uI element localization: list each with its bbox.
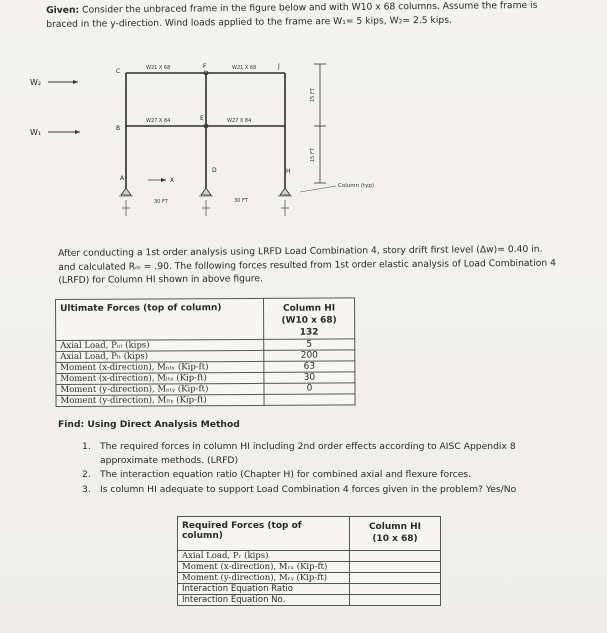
load-w2-label: W₂ bbox=[30, 78, 42, 87]
questions-list bbox=[82, 440, 552, 497]
frame-figure bbox=[20, 40, 380, 250]
given-label: Given: bbox=[46, 4, 80, 16]
column-hi-header bbox=[350, 517, 441, 551]
span-left-label: 30 FT bbox=[154, 199, 168, 205]
table-row bbox=[56, 394, 355, 407]
support-h-icon bbox=[280, 188, 290, 195]
row-value: 63 bbox=[264, 361, 355, 372]
column-hi-header-line2: (W10 x 68) bbox=[281, 315, 337, 326]
node-j-label: J bbox=[278, 63, 280, 70]
beam-label-ei: W27 X 84 bbox=[227, 118, 252, 124]
row-value: 0 bbox=[264, 383, 355, 394]
row-label: Axial Load, Pₙₜ (kips) bbox=[56, 339, 264, 351]
row-label: Moment (y-direction), Mₙₜᵧ (Kip-ft) bbox=[56, 383, 264, 395]
table-row bbox=[178, 562, 441, 573]
answer-cell[interactable] bbox=[350, 573, 441, 584]
table-row bbox=[56, 339, 355, 352]
row-label: Moment (y-direction), Mᵣᵧ (Kip-ft) bbox=[178, 573, 350, 584]
support-a-icon bbox=[121, 188, 131, 195]
row-label: Interaction Equation No. bbox=[178, 595, 350, 606]
row-value-empty bbox=[264, 394, 355, 405]
row-label: Moment (y-direction), Mₗₜᵧ (Kip-ft) bbox=[56, 394, 264, 406]
answer-cell[interactable] bbox=[350, 584, 441, 595]
height-upper-label: 15 FT bbox=[310, 88, 316, 102]
x-axis-label: X bbox=[170, 177, 175, 184]
analysis-text: After conducting a 1st order analysis using LRFD Load Combination 4, story drift first level (Δw)= 0.40 in. and calculated Rₘ = .90. The following forces resulted from 1st order elastic analysis of Load Combination 4 (LRFD) for Column HI shown in above figure. bbox=[58, 243, 556, 286]
load-w2-arrow-icon bbox=[73, 80, 78, 84]
answer-cell[interactable] bbox=[350, 595, 441, 606]
table-row bbox=[56, 383, 355, 396]
support-d-icon bbox=[201, 188, 211, 195]
row-value: 30 bbox=[264, 372, 355, 383]
answer-cell[interactable] bbox=[350, 551, 441, 562]
row-label: Moment (x-direction), Mₗₜₓ (Kip-ft) bbox=[56, 372, 264, 384]
row-label: Axial Load, Pₗₜ (kips) bbox=[56, 350, 264, 362]
question-number: 2. bbox=[82, 469, 91, 480]
required-forces-table bbox=[177, 516, 441, 606]
node-b-label: B bbox=[116, 125, 121, 132]
node-f-label: F bbox=[203, 63, 207, 70]
value-axial-pnt: 132 bbox=[299, 327, 319, 338]
beam-label-fj: W21 X 68 bbox=[232, 65, 257, 71]
load-w1-arrow-icon bbox=[75, 130, 80, 134]
node-e-label: E bbox=[200, 115, 204, 122]
column-typ-label: Column (typ) bbox=[338, 183, 375, 189]
height-lower-label: 15 FT bbox=[310, 148, 316, 162]
question-text: The required forces in column HI including 2nd order effects according to AISC Appendix 8 approximate methods. (LRFD) bbox=[100, 441, 516, 466]
table-row bbox=[56, 361, 355, 374]
node-c-label: C bbox=[116, 68, 121, 75]
node-a-label: A bbox=[120, 175, 125, 182]
node-h-label: H bbox=[286, 168, 291, 175]
column-hi-header-line1: Column HI bbox=[282, 303, 336, 314]
answer-cell[interactable] bbox=[350, 562, 441, 573]
required-forces-header: Required Forces (top of column) bbox=[178, 517, 350, 551]
list-item bbox=[82, 483, 552, 497]
question-text: The interaction equation ratio (Chapter H) for combined axial and flexure forces. bbox=[100, 469, 472, 480]
table-row bbox=[56, 372, 355, 385]
question-text: Is column HI adequate to support Load Combination 4 forces given in the problem? Yes/No bbox=[100, 483, 517, 495]
column-hi-header-line2: (10 x 68) bbox=[372, 534, 418, 544]
table-row bbox=[178, 584, 441, 595]
list-item bbox=[82, 440, 552, 467]
table-row bbox=[56, 350, 355, 363]
node-i-label: I bbox=[284, 115, 286, 122]
table-row bbox=[178, 551, 441, 562]
row-label: Moment (x-direction), Mₙₜₓ (Kip-ft) bbox=[56, 361, 264, 373]
question-number: 1. bbox=[82, 441, 91, 452]
given-text: Consider the unbraced frame in the figure below and with W10 x 68 columns. Assume the frame is braced in the y-direction. Wind loads applied to the frame are W₁= 5 kips, W₂= 2.5 kips. bbox=[46, 0, 538, 30]
row-value: 200 bbox=[264, 350, 355, 361]
column-hi-header-line1: Column HI bbox=[368, 522, 422, 532]
row-value: 5 bbox=[264, 339, 355, 350]
ultimate-forces-header: Ultimate Forces (top of column) bbox=[56, 298, 264, 340]
row-label: Interaction Equation Ratio bbox=[178, 584, 350, 595]
span-right-label: 30 FT bbox=[234, 198, 248, 204]
column-hi-header bbox=[263, 298, 354, 339]
question-number: 3. bbox=[82, 483, 91, 495]
row-label: Axial Load, Pᵣ (kips) bbox=[178, 551, 350, 562]
table-row bbox=[178, 595, 441, 606]
x-axis-arrow-icon bbox=[161, 178, 166, 182]
row-label: Moment (x-direction), Mᵣₓ (Kip-ft) bbox=[178, 562, 350, 573]
analysis-paragraph bbox=[58, 243, 558, 288]
beam-label-cf: W21 X 68 bbox=[146, 65, 171, 71]
beam-label-be: W27 X 84 bbox=[146, 118, 171, 124]
find-heading: Find: Using Direct Analysis Method bbox=[58, 419, 240, 430]
table-row bbox=[178, 573, 441, 584]
node-d-label: D bbox=[212, 167, 217, 174]
ultimate-forces-table bbox=[55, 297, 356, 407]
list-item bbox=[82, 468, 552, 482]
given-paragraph bbox=[46, 0, 566, 31]
load-w1-label: W₁ bbox=[30, 128, 42, 137]
